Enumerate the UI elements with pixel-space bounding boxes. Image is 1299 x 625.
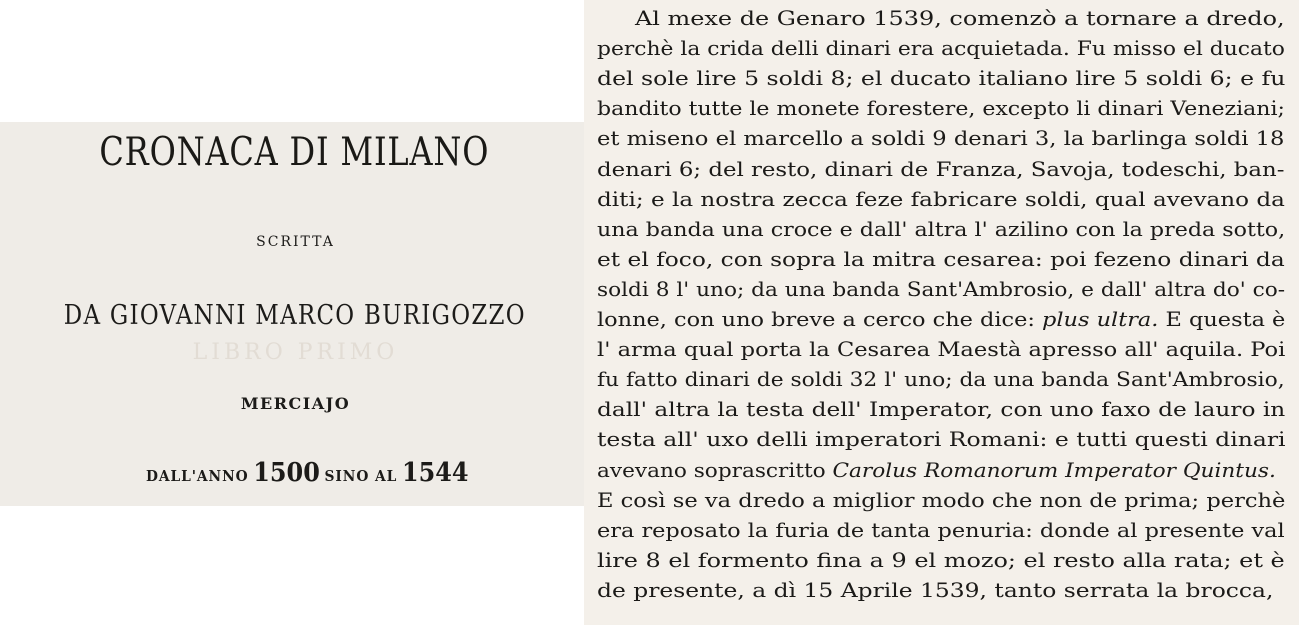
text-line xyxy=(597,93,1285,123)
chronicle-text-page xyxy=(584,0,1299,625)
text-line-content: Al mexe de Genaro 1539, comenzò a tornare a dredo, xyxy=(635,6,1285,30)
dall-anno-label: DALL'ANNO xyxy=(146,467,249,485)
text-line xyxy=(597,394,1285,424)
text-line-content: de presente, a dì 15 Aprile 1539, tanto serrata la brocca, xyxy=(597,577,1274,602)
text-line-content: denari 6; del resto, dinari de Franza, Savoja, todeschi, ban- xyxy=(597,156,1285,181)
italic-phrase: plus ultra. xyxy=(1042,307,1159,331)
text-line xyxy=(597,334,1285,364)
text-line-content: l' arma qual porta la Cesarea Maestà apresso all' aquila. Poi xyxy=(597,337,1286,362)
text-line-content: fu fatto dinari de soldi 32 l' uno; da una banda Sant'Ambrosio, xyxy=(597,367,1285,392)
text-line-content: et miseno el marcello a soldi 9 denari 3, la barlinga soldi 18 xyxy=(597,126,1285,151)
text-line-content: lire 8 el formento fina a 9 el mozo; el resto alla rata; et è xyxy=(597,547,1285,572)
text-line xyxy=(597,63,1285,93)
date-range xyxy=(0,458,591,488)
text-segment: lonne, con uno breve a cerco che dice: xyxy=(597,307,1043,331)
text-line-content xyxy=(597,455,1276,485)
text-line-content: et el foco, con sopra la mitra cesarea: poi fezeno dinari da xyxy=(597,246,1285,271)
text-line xyxy=(635,3,1285,33)
author-line: DA GIOVANNI MARCO BURIGOZZO xyxy=(63,300,526,331)
book-title: CRONACA DI MILANO xyxy=(99,130,490,175)
text-line-content: bandito tutte le monete forestere, excepto li dinari Veneziani; xyxy=(597,96,1285,121)
text-line xyxy=(597,485,1285,515)
text-line xyxy=(597,184,1285,214)
text-line xyxy=(597,154,1285,184)
start-year: 1500 xyxy=(253,458,321,488)
text-line-content: una banda una croce e dall' altra l' azilino con la preda sotto, xyxy=(597,216,1286,241)
text-segment: E questa è xyxy=(1158,307,1286,331)
scritta-label: SCRITTA xyxy=(256,234,335,250)
text-line-content: E così se va dredo a miglior modo che non de prima; perchè xyxy=(597,487,1286,512)
text-line-content: del sole lire 5 soldi 8; el ducato italiano lire 5 soldi 6; e fu xyxy=(597,66,1286,91)
text-line xyxy=(597,274,1285,304)
text-line xyxy=(597,455,1285,485)
text-line xyxy=(597,304,1285,334)
text-line-content: perchè la crida delli dinari era acquietada. Fu misso el ducato xyxy=(597,36,1285,61)
text-line-content: era reposato la furia de tanta penuria: donde al presente val xyxy=(597,517,1285,542)
text-line xyxy=(597,575,1273,605)
text-line-content: testa all' uxo delli imperatori Romani: e tutti questi dinari xyxy=(597,427,1286,452)
text-line xyxy=(597,424,1285,454)
text-line xyxy=(597,123,1285,153)
end-year: 1544 xyxy=(402,458,469,488)
text-segment: avevano soprascritto xyxy=(597,457,833,482)
text-line-content: soldi 8 l' uno; da una banda Sant'Ambrosio, e dall' altra do' co- xyxy=(597,276,1286,301)
text-line xyxy=(597,545,1285,575)
title-page-scan xyxy=(0,122,591,506)
text-line-content: dall' altra la testa dell' Imperator, con uno faxo de lauro in xyxy=(597,397,1286,422)
text-line xyxy=(597,364,1285,394)
text-line xyxy=(597,515,1285,545)
profession-label: MERCIAJO xyxy=(240,394,351,413)
sino-al-label: SINO AL xyxy=(324,467,398,485)
text-line-content xyxy=(597,304,1285,334)
text-line xyxy=(597,214,1285,244)
italic-phrase: Carolus Romanorum Imperator Quintus. xyxy=(832,457,1276,482)
text-line xyxy=(597,244,1285,274)
text-line-content: diti; e la nostra zecca feze fabricare soldi, qual avevano da xyxy=(597,186,1285,211)
text-line xyxy=(597,33,1285,63)
bleed-through-text: LIBRO PRIMO xyxy=(192,340,399,365)
